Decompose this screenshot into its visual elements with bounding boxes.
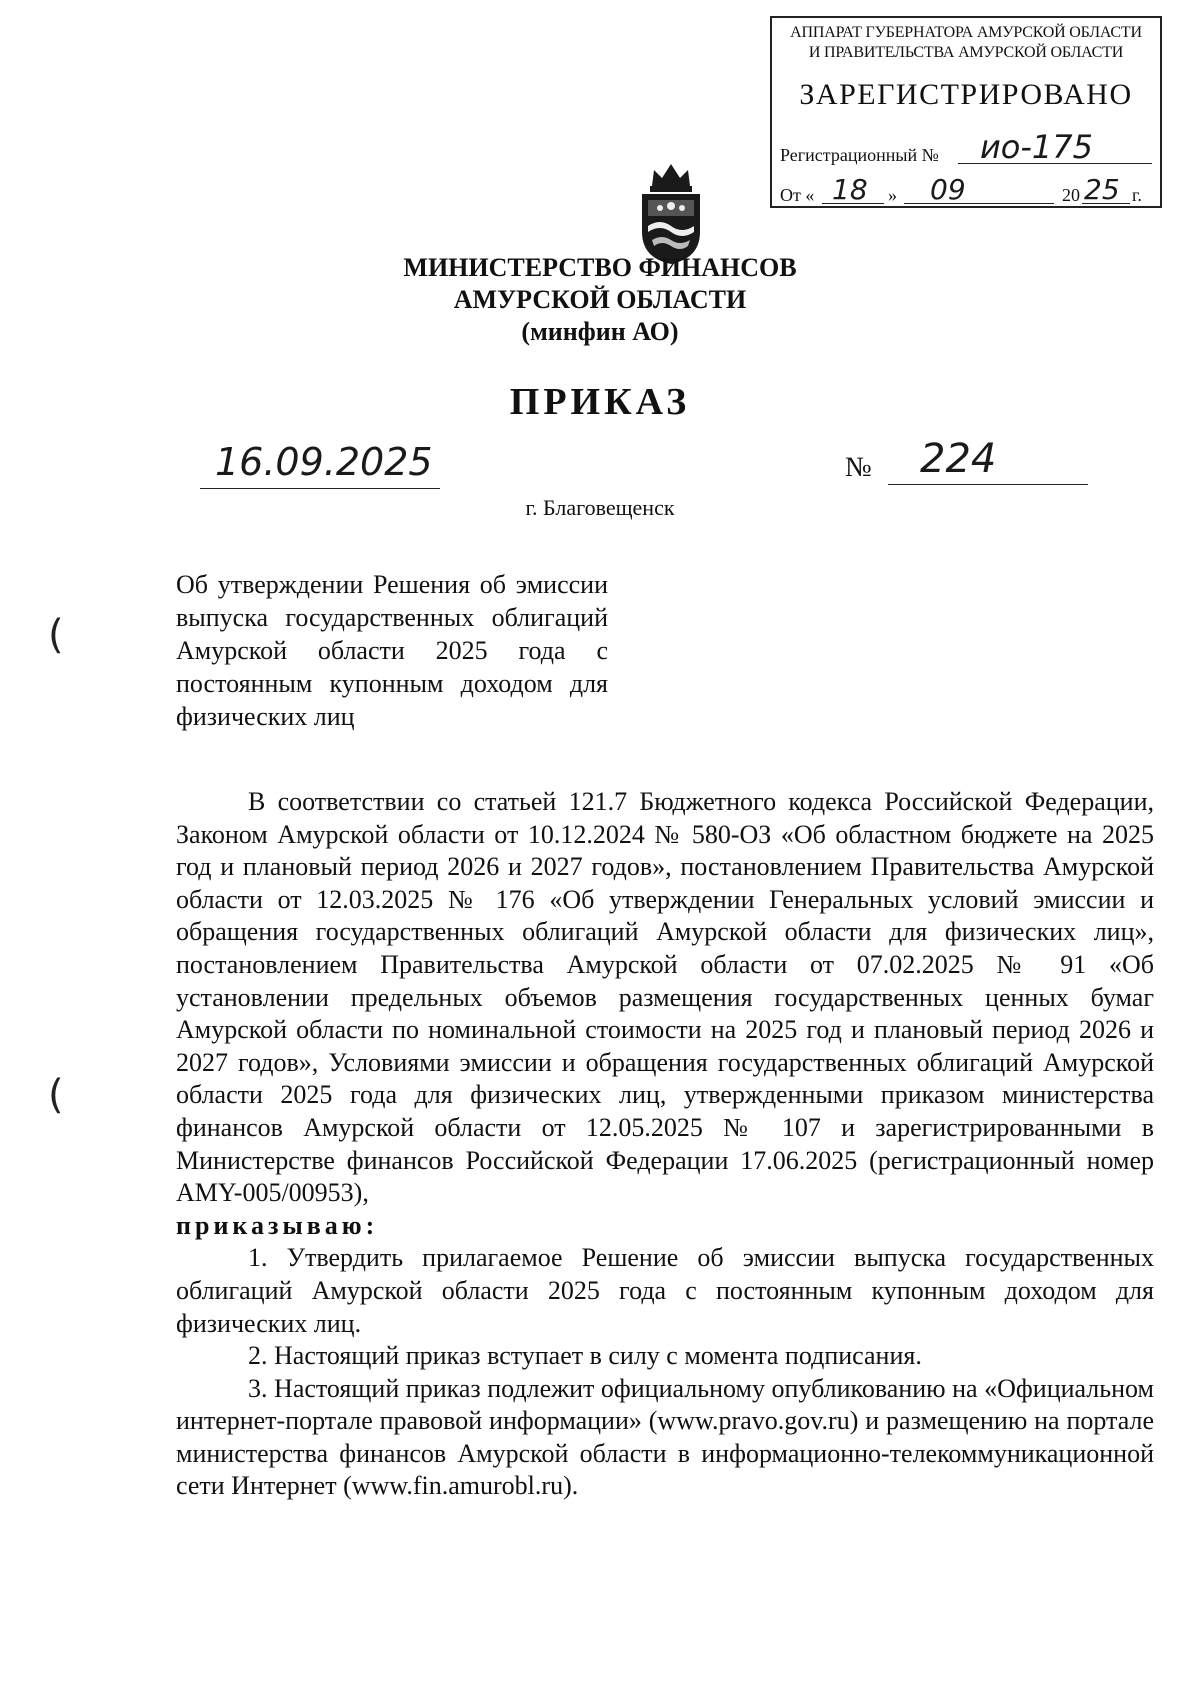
order-item-3: 3. Настоящий приказ подлежит официальному опубликованию на «Официальном интернет-портале правовой информации» (www.pravo.gov.ru) и размещению на портале министерства финансов Амурской области в информационно-телекоммуникационной сети Интернет (www.fin.amurobl.ru). <box>176 1373 1154 1501</box>
stamp-reg-label: Регистрационный № <box>780 145 939 165</box>
number-sign: № <box>845 452 872 483</box>
binder-hole-mark: ( <box>48 612 64 658</box>
order-body <box>176 786 1154 1503</box>
stamp-year-suffix: 25 <box>1084 173 1120 206</box>
stamp-reg-row <box>780 128 1152 166</box>
stamp-line-1: АППАРАТ ГУБЕРНАТОРА АМУРСКОЙ ОБЛАСТИ <box>790 24 1142 41</box>
order-subject: Об утверждении Решения об эмиссии выпуска государственных облигаций Амурской области 2025 года с постоянным купонным доходом для физических лиц <box>176 570 608 731</box>
stamp-from-label: От « <box>780 185 815 205</box>
order-item-2: 2. Настоящий приказ вступает в силу с момента подписания. <box>248 1341 922 1371</box>
registration-stamp <box>770 16 1162 208</box>
order-number: 224 <box>920 436 997 482</box>
city: г. Благовещенск <box>525 495 675 520</box>
preamble-paragraph: В соответствии со статьей 121.7 Бюджетного кодекса Российской Федерации, Законом Амурской области от 10.12.2024 № 580-ОЗ «Об областном бюджете на 2025 год и плановый период 2026 и 2027 годов», постановлением Правительства Амурской области от 12.03.2025 № 176 «Об утверждении Генеральных условий эмиссии и обращения государственных облигаций Амурской области для физических лиц», постановлением Правительства Амурской области от 07.02.2025 № 91 «Об установлении предельных объемов размещения государственных ценных бумаг Амурской области по номинальной стоимости на 2025 год и плановый период 2026 и 2027 годов», Условиями эмиссии и обращения государственных облигаций Амурской области 2025 года для физических лиц, утвержденными приказом министерства финансов Амурской области от 12.05.2025 № 107 и зарегистрированными в Министерстве финансов Российской Федерации 17.06.2025 (регистрационный номер AMY-005/00953), <box>176 787 1154 1208</box>
stamp-day: 18 <box>832 173 868 206</box>
stamp-year-prefix: 20 <box>1062 185 1080 205</box>
ministry-name-line-1: МИНИСТЕРСТВО ФИНАНСОВ <box>403 253 797 282</box>
order-item-1: 1. Утвердить прилагаемое Решение об эмиссии выпуска государственных облигаций Амурской области 2025 года с постоянным купонным доходом для физических лиц. <box>176 1243 1154 1338</box>
date-underline <box>200 488 440 489</box>
ministry-name-line-2: АМУРСКОЙ ОБЛАСТИ <box>453 285 747 314</box>
stamp-quote-close: » <box>888 185 897 205</box>
binder-hole-mark: ( <box>48 1072 64 1118</box>
number-underline <box>888 484 1088 485</box>
stamp-title: ЗАРЕГИСТРИРОВАНО <box>799 78 1133 111</box>
stamp-date-row <box>780 173 1152 206</box>
ministry-abbreviation: (минфин АО) <box>521 317 679 346</box>
stamp-month-underline <box>904 203 1054 204</box>
stamp-line-2: И ПРАВИТЕЛЬСТВА АМУРСКОЙ ОБЛАСТИ <box>808 44 1124 61</box>
stamp-reg-number: ио-175 <box>980 128 1093 166</box>
document-type: ПРИКАЗ <box>509 381 691 423</box>
coat-of-arms-icon <box>630 160 712 266</box>
order-date: 16.09.2025 <box>215 440 433 484</box>
stamp-month: 09 <box>930 173 966 206</box>
stamp-year-unit: г. <box>1132 185 1142 205</box>
order-word: приказываю: <box>176 1210 379 1240</box>
